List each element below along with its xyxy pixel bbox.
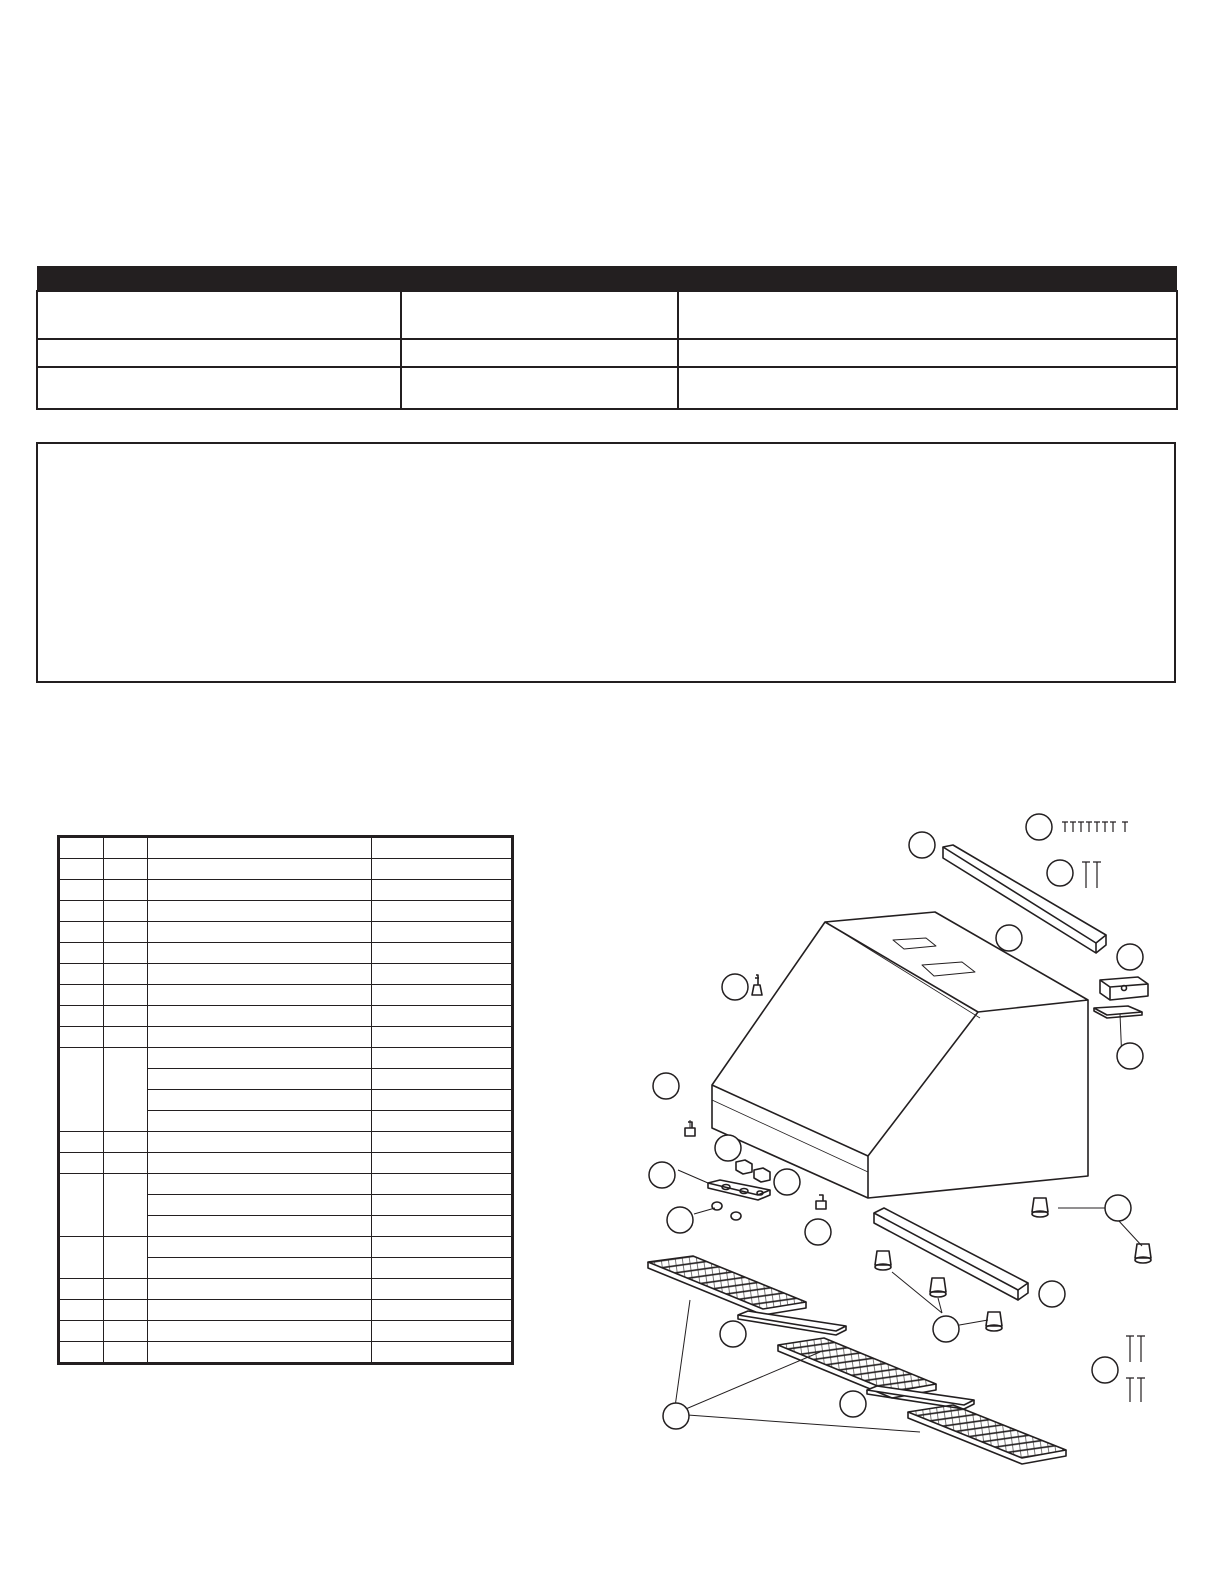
spec-row — [37, 291, 1177, 339]
parts-cell — [104, 901, 148, 922]
parts-cell — [148, 1027, 372, 1048]
parts-cell — [148, 1111, 372, 1132]
parts-cell — [104, 880, 148, 901]
parts-cell — [372, 1027, 513, 1048]
table-row — [59, 1174, 513, 1195]
spec-row — [37, 367, 1177, 409]
table-row — [59, 1006, 513, 1027]
parts-cell — [372, 1069, 513, 1090]
parts-cell — [148, 985, 372, 1006]
parts-cell — [104, 1174, 148, 1237]
parts-cell — [59, 1153, 104, 1174]
parts-cell — [59, 943, 104, 964]
parts-cell — [104, 985, 148, 1006]
parts-cell — [372, 1153, 513, 1174]
table-row — [59, 1048, 513, 1069]
halogen-lamp — [986, 1312, 1002, 1331]
spec-header-cell — [678, 266, 1177, 291]
spec-cell — [678, 367, 1177, 409]
parts-cell — [148, 859, 372, 880]
table-row — [59, 1237, 513, 1258]
parts-cell — [104, 1132, 148, 1153]
parts-cell — [59, 859, 104, 880]
parts-cell — [104, 943, 148, 964]
parts-cell — [148, 1048, 372, 1069]
front-rail — [874, 1208, 1028, 1300]
spec-row — [37, 339, 1177, 367]
parts-cell — [148, 964, 372, 985]
parts-cell — [59, 964, 104, 985]
parts-cell — [148, 922, 372, 943]
table-row — [59, 1027, 513, 1048]
baffle-filter — [648, 1256, 806, 1315]
parts-cell — [104, 859, 148, 880]
parts-cell — [59, 901, 104, 922]
table-row — [59, 985, 513, 1006]
parts-cell — [372, 964, 513, 985]
spec-cell — [37, 339, 401, 367]
parts-cell — [104, 1300, 148, 1321]
spec-header-cell — [401, 266, 678, 291]
parts-header-cell — [372, 837, 513, 859]
damper-plate — [1094, 1006, 1142, 1018]
damper-box — [1100, 977, 1148, 1000]
halogen-lamp — [1135, 1244, 1151, 1263]
spec-table-header — [37, 266, 1177, 291]
table-row — [59, 901, 513, 922]
table-row — [59, 1153, 513, 1174]
parts-cell — [104, 1237, 148, 1279]
parts-cell — [148, 1090, 372, 1111]
spec-cell — [401, 367, 678, 409]
table-row — [59, 880, 513, 901]
table-row — [59, 1321, 513, 1342]
parts-cell — [104, 1027, 148, 1048]
parts-cell — [59, 1321, 104, 1342]
spec-cell — [401, 291, 678, 339]
table-row — [59, 1279, 513, 1300]
parts-cell — [372, 1258, 513, 1279]
parts-cell — [372, 985, 513, 1006]
halogen-lamp — [875, 1251, 891, 1270]
switch-cover — [736, 1160, 770, 1182]
parts-cell — [372, 943, 513, 964]
parts-cell — [372, 859, 513, 880]
parts-cell — [372, 1195, 513, 1216]
parts-cell — [59, 1237, 104, 1279]
parts-cell — [148, 1153, 372, 1174]
parts-cell — [372, 1300, 513, 1321]
screw-set — [1062, 822, 1128, 832]
control-knob — [712, 1202, 741, 1220]
parts-cell — [148, 1069, 372, 1090]
parts-cell — [104, 1006, 148, 1027]
parts-cell — [148, 1279, 372, 1300]
light-bulb — [752, 975, 762, 995]
parts-cell — [148, 1237, 372, 1258]
parts-cell — [59, 1342, 104, 1364]
control-panel — [708, 1180, 770, 1200]
parts-cell — [148, 1132, 372, 1153]
parts-cell — [148, 901, 372, 922]
grease-tray — [738, 1311, 846, 1335]
spec-cell — [678, 339, 1177, 367]
parts-cell — [104, 1153, 148, 1174]
baffle-filter — [908, 1405, 1066, 1464]
parts-cell — [59, 1027, 104, 1048]
parts-cell — [59, 1174, 104, 1237]
parts-cell — [372, 922, 513, 943]
parts-cell — [372, 1321, 513, 1342]
parts-cell — [148, 1321, 372, 1342]
table-row — [59, 1132, 513, 1153]
parts-cell — [372, 1006, 513, 1027]
halogen-lamp — [930, 1278, 946, 1297]
parts-cell — [148, 1174, 372, 1195]
halogen-lamp — [1032, 1198, 1048, 1217]
spec-cell — [37, 367, 401, 409]
grease-tray — [867, 1386, 974, 1409]
parts-cell — [104, 1279, 148, 1300]
parts-cell — [59, 880, 104, 901]
parts-cell — [372, 1342, 513, 1364]
table-row — [59, 922, 513, 943]
parts-cell — [148, 943, 372, 964]
wall-anchors — [1126, 1336, 1145, 1402]
note-box — [36, 442, 1176, 683]
parts-cell — [372, 1111, 513, 1132]
parts-header-cell — [104, 837, 148, 859]
parts-cell — [372, 1216, 513, 1237]
parts-cell — [372, 1090, 513, 1111]
spec-header-cell — [37, 266, 401, 291]
parts-cell — [104, 1321, 148, 1342]
light-socket — [816, 1195, 826, 1209]
parts-cell — [104, 964, 148, 985]
parts-cell — [104, 1342, 148, 1364]
parts-cell — [372, 1048, 513, 1069]
parts-cell — [59, 1279, 104, 1300]
parts-cell — [372, 880, 513, 901]
spec-cell — [37, 291, 401, 339]
parts-cell — [59, 1048, 104, 1132]
parts-cell — [372, 1237, 513, 1258]
parts-cell — [104, 1048, 148, 1132]
parts-cell — [59, 1300, 104, 1321]
parts-header-cell — [148, 837, 372, 859]
table-row — [59, 1342, 513, 1364]
parts-cell — [372, 1279, 513, 1300]
parts-cell — [148, 1195, 372, 1216]
parts-cell — [148, 1006, 372, 1027]
table-row — [59, 859, 513, 880]
parts-cell — [372, 1132, 513, 1153]
parts-cell — [372, 901, 513, 922]
mounting-screws — [1082, 862, 1101, 888]
parts-cell — [372, 1174, 513, 1195]
parts-cell — [104, 922, 148, 943]
parts-cell — [148, 1300, 372, 1321]
table-row — [59, 943, 513, 964]
spec-cell — [401, 339, 678, 367]
hood-body — [712, 912, 1088, 1198]
parts-cell — [148, 1216, 372, 1237]
parts-cell — [59, 985, 104, 1006]
table-row — [59, 964, 513, 985]
parts-table-header — [59, 837, 513, 859]
parts-cell — [148, 1342, 372, 1364]
table-row — [59, 1300, 513, 1321]
parts-cell — [148, 1258, 372, 1279]
baffle-filter — [778, 1338, 936, 1398]
spec-cell — [678, 291, 1177, 339]
parts-cell — [59, 922, 104, 943]
exploded-parts-diagram — [600, 800, 1200, 1480]
parts-cell — [59, 1132, 104, 1153]
parts-cell — [148, 880, 372, 901]
parts-table — [57, 835, 514, 1365]
parts-cell — [59, 1006, 104, 1027]
spec-table — [36, 266, 1178, 410]
parts-header-cell — [59, 837, 104, 859]
